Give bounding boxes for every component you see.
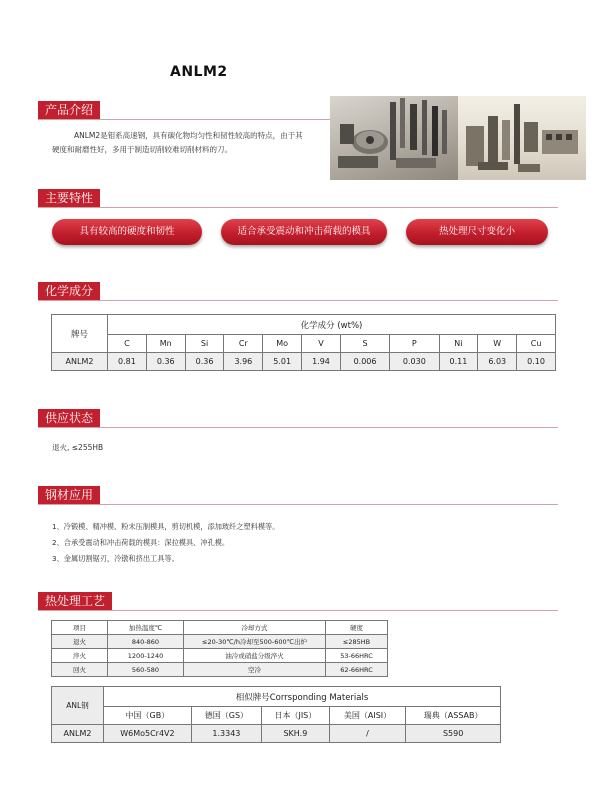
table-cell: 回火 — [52, 663, 108, 677]
column-header: 加热温度℃ — [108, 621, 184, 635]
intro-line-2: 硬度和耐磨性好，多用于制造切削较难切削材料的刀。 — [52, 145, 232, 154]
list-item: 2、合承受震动和冲击荷载的模具：深拉模具、冲孔模。 — [52, 538, 230, 547]
section-rule — [38, 610, 558, 611]
section-title-heat: 热处理工艺 — [38, 592, 112, 611]
application-list — [52, 519, 279, 567]
section-title-supply: 供应状态 — [38, 409, 100, 428]
table-cell: ≤20-30℃/h冷却至500-600℃出炉 — [184, 635, 326, 649]
element-header: Cu — [517, 335, 556, 353]
section-title-chemistry: 化学成分 — [38, 282, 100, 301]
element-header: Si — [185, 335, 224, 353]
value-cell: 5.01 — [263, 353, 302, 371]
section-title-intro: 产品介绍 — [38, 101, 100, 120]
chemical-composition-table — [51, 314, 556, 371]
feature-badge-stability: 热处理尺寸变化小 — [406, 219, 548, 245]
value-cell: 0.10 — [517, 353, 556, 371]
section-rule — [38, 427, 558, 428]
product-photo-tools — [330, 96, 458, 180]
steel-label: ANL钢 — [52, 687, 104, 725]
table-row — [52, 353, 556, 371]
list-item: 1、冷锻模、精冲模、粉末压制模具，剪切机模，添加玻纤之塑料模等。 — [52, 522, 280, 531]
value-cell: 0.030 — [390, 353, 439, 371]
section-rule — [38, 300, 558, 301]
element-header: Cr — [224, 335, 263, 353]
similar-caption: 相似牌号Corrsponding Materials — [104, 687, 501, 707]
feature-badge-shock: 适合承受震动和冲击荷载的模具 — [221, 219, 387, 245]
heat-treatment-table — [51, 620, 388, 677]
composition-caption: 化学成分 (wt%) — [108, 315, 556, 335]
table-cell: 560-580 — [108, 663, 184, 677]
table-cell: 62-66HRC — [326, 663, 388, 677]
column-header: 美国（AISI） — [329, 707, 406, 725]
section-rule — [38, 504, 558, 505]
value-cell: W6Mo5Cr4V2 — [104, 725, 192, 743]
section-rule — [38, 207, 558, 208]
feature-badge-hardness: 具有较高的硬度和韧性 — [52, 219, 202, 245]
column-header: 德国（GS） — [191, 707, 261, 725]
intro-text — [52, 129, 324, 157]
column-header: 冷却方式 — [184, 621, 326, 635]
element-header: P — [390, 335, 439, 353]
list-item: 3、金属切割锯刃，冷镦和挤出工具等。 — [52, 554, 179, 563]
element-header: Mn — [146, 335, 185, 353]
table-cell: 空冷 — [184, 663, 326, 677]
table-row — [52, 725, 501, 743]
grade-cell: ANLM2 — [52, 725, 104, 743]
supply-text: 退火, ≤255HB — [52, 443, 104, 452]
value-cell: 1.94 — [302, 353, 341, 371]
value-cell: 0.36 — [185, 353, 224, 371]
table-row — [52, 663, 388, 677]
element-header: Ni — [439, 335, 478, 353]
table-cell: 淬火 — [52, 649, 108, 663]
column-header: 硬度 — [326, 621, 388, 635]
element-header: V — [302, 335, 341, 353]
table-cell: 油冷或硝盐分级淬火 — [184, 649, 326, 663]
section-title-application: 钢材应用 — [38, 486, 100, 505]
page-title: ANLM2 — [170, 64, 228, 80]
intro-line-1: ANLM2是钼系高速钢，具有碳化物均匀性和韧性较高的特点，由于其 — [74, 131, 303, 140]
column-header: 中国（GB） — [104, 707, 192, 725]
element-header: C — [108, 335, 147, 353]
value-cell: 6.03 — [478, 353, 517, 371]
column-header: 项目 — [52, 621, 108, 635]
value-cell: / — [329, 725, 406, 743]
value-cell: 0.36 — [146, 353, 185, 371]
value-cell: 0.11 — [439, 353, 478, 371]
value-cell: 0.006 — [340, 353, 389, 371]
grade-cell: ANLM2 — [52, 353, 108, 371]
similar-materials-table — [51, 686, 501, 743]
grade-header: 牌号 — [52, 315, 108, 353]
table-cell: 1200-1240 — [108, 649, 184, 663]
section-title-features: 主要特性 — [38, 189, 100, 208]
table-cell: 退火 — [52, 635, 108, 649]
table-cell: ≤285HB — [326, 635, 388, 649]
element-header: Mo — [263, 335, 302, 353]
value-cell: S590 — [406, 725, 501, 743]
product-photo-dies — [458, 96, 586, 180]
table-row — [52, 635, 388, 649]
column-header: 日本（JIS） — [261, 707, 329, 725]
element-header: S — [340, 335, 389, 353]
value-cell: SKH.9 — [261, 725, 329, 743]
value-cell: 3.96 — [224, 353, 263, 371]
table-cell: 53-66HRC — [326, 649, 388, 663]
table-row — [52, 649, 388, 663]
value-cell: 0.81 — [108, 353, 147, 371]
value-cell: 1.3343 — [191, 725, 261, 743]
element-header: W — [478, 335, 517, 353]
column-header: 瑞典（ASSAB） — [406, 707, 501, 725]
table-cell: 840-860 — [108, 635, 184, 649]
